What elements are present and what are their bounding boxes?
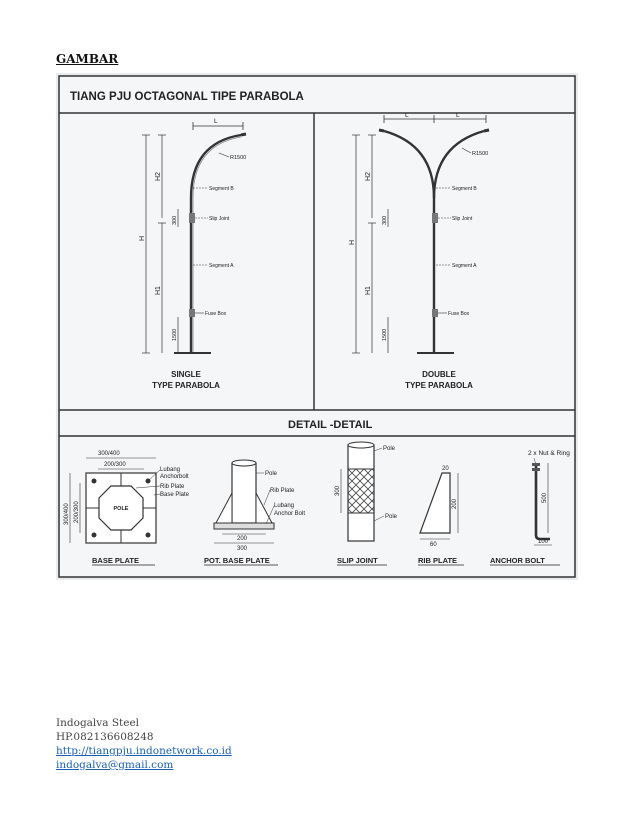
double-fuse-box-label: Fuse Box xyxy=(448,311,470,317)
double-radius-label: R1500 xyxy=(472,151,489,157)
double-caption-line2: TYPE PARABOLA xyxy=(405,381,473,390)
pot-rib-plate-label: Rib Plate xyxy=(270,488,295,494)
base-plate-pole-label: POLE xyxy=(113,506,129,512)
pot-pole xyxy=(232,463,256,523)
pot-base-plate-caption: POT. BASE PLATE xyxy=(204,556,270,565)
slip-joint-pole-top-label: Pole xyxy=(383,446,396,452)
slip-joint-overlap xyxy=(348,469,374,513)
double-segment-b-label: Segment B xyxy=(452,186,477,192)
rib-plate-dim-200: 200 xyxy=(452,498,458,509)
contact-footer xyxy=(56,716,232,772)
double-dim-h1: H1 xyxy=(365,286,372,295)
double-dim-h: H xyxy=(349,239,356,245)
single-segment-a-label: Segment A xyxy=(209,263,234,269)
pole-drawing-sheet xyxy=(56,73,578,580)
single-dim-l: L xyxy=(214,118,218,125)
base-plate-base-plate-label: Base Plate xyxy=(160,492,190,498)
base-plate-outer-width: 300/400 xyxy=(98,451,120,457)
website-link[interactable]: http://tiangpju.indonetwork.co.id xyxy=(56,745,232,757)
double-dim-1500: 1500 xyxy=(382,328,388,341)
single-dim-h1: H1 xyxy=(155,286,162,295)
slip-joint-dim-300: 300 xyxy=(335,485,341,496)
detail-title: DETAIL -DETAIL xyxy=(288,419,373,431)
single-dim-h2: H2 xyxy=(155,172,162,181)
single-caption-line1: SINGLE xyxy=(171,370,201,379)
pot-dim-300: 300 xyxy=(237,546,248,552)
base-plate-lubang-label: Lubang xyxy=(160,467,181,473)
double-segment-a-label: Segment A xyxy=(452,263,477,269)
single-caption-line2: TYPE PARABOLA xyxy=(152,381,220,390)
rib-plate-dim-60: 60 xyxy=(430,542,437,548)
single-fuse-box-marker xyxy=(189,309,195,317)
drawing-title: TIANG PJU OCTAGONAL TIPE PARABOLA xyxy=(70,91,304,103)
single-radius-label: R1500 xyxy=(230,155,247,161)
anchor-bolt-nut-ring-label: 2 x Nut & Ring xyxy=(528,450,570,457)
pot-pole-label: Pole xyxy=(265,471,278,477)
base-plate-outer-height: 300/400 xyxy=(64,503,70,525)
phone-number: HP.082136608248 xyxy=(56,731,154,743)
double-fuse-box-marker xyxy=(432,309,438,317)
single-fuse-box-label: Fuse Box xyxy=(205,311,227,317)
base-plate-anchorbolt-label: Anchorbolt xyxy=(160,474,189,480)
slip-joint-pole-bottom-label: Pole xyxy=(385,514,398,520)
base-plate-inner-height: 200/300 xyxy=(74,501,80,523)
email-link[interactable]: indogalva@gmail.com xyxy=(56,759,174,771)
double-dim-l-left: L xyxy=(405,112,409,119)
pot-anchor-bolt-label: Anchor Bolt xyxy=(274,511,306,517)
base-plate-rib-plate-label: Rib Plate xyxy=(160,484,185,490)
double-dim-300: 300 xyxy=(382,215,388,225)
single-slip-joint-label: Slip Joint xyxy=(209,216,230,222)
anchor-bolt-dim-500: 500 xyxy=(542,492,548,503)
single-dim-h: H xyxy=(139,235,146,241)
pot-lubang-label: Lubang xyxy=(274,503,295,509)
slip-joint-caption: SLIP JOINT xyxy=(337,556,378,565)
anchor-bolt-caption: ANCHOR BOLT xyxy=(490,556,545,565)
base-plate-inner-width: 200/300 xyxy=(104,462,126,468)
anchor-bolt-dim-100: 100 xyxy=(538,539,549,545)
rib-plate-caption: RIB PLATE xyxy=(418,556,458,565)
single-dim-300: 300 xyxy=(172,215,178,225)
single-slip-joint-marker xyxy=(189,213,195,223)
single-dim-1500: 1500 xyxy=(172,328,178,341)
double-slip-joint-marker xyxy=(432,213,438,223)
double-slip-joint-label: Slip Joint xyxy=(452,216,473,222)
double-dim-h2: H2 xyxy=(365,172,372,181)
double-caption-line1: DOUBLE xyxy=(422,370,456,379)
base-plate-caption: BASE PLATE xyxy=(92,556,139,565)
double-dim-l-right: L xyxy=(456,112,460,119)
company-name: Indogalva Steel xyxy=(56,717,140,729)
page-heading: GAMBAR xyxy=(56,52,119,66)
rib-plate-dim-20: 20 xyxy=(442,466,449,472)
single-segment-b-label: Segment B xyxy=(209,186,234,192)
pot-dim-200: 200 xyxy=(237,536,248,542)
